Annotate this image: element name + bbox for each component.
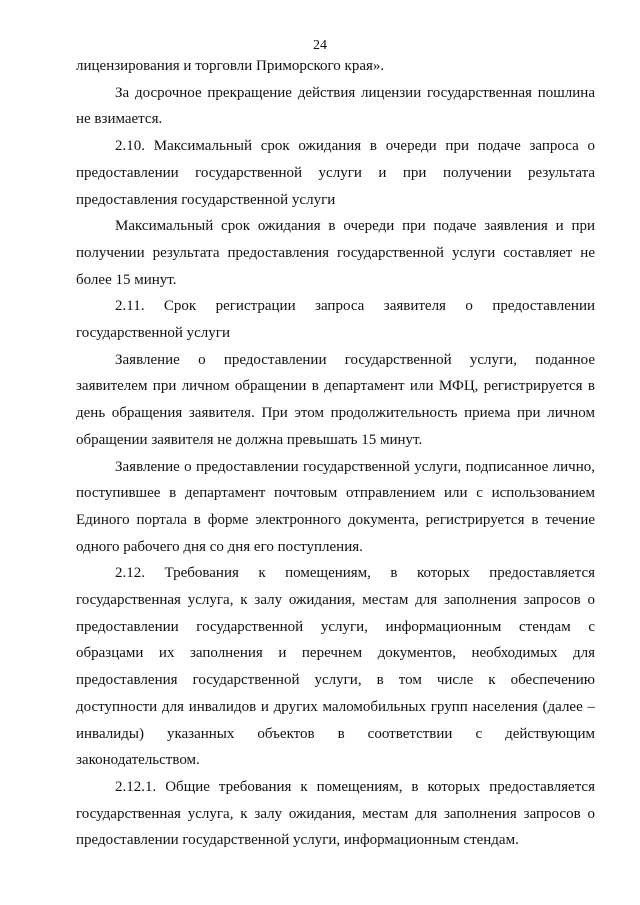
heading-2-12: 2.12. Требования к помещениям, в которых предоставляется государственная услуга, к залу ожидания, местам для заполнения запросов о предоставлении государственной услуги, информационным стендам с образцами их заполнения и перечнем документов, необходимых для предоставления государственной услуги, в том числе к обеспечению доступности для инвалидов и других маломобильных групп населения (далее – инвалиды) указанных объектов в соответствии с действующим законодательством. (76, 565, 595, 769)
paragraph-continuation: лицензирования и торговли Приморского края». (76, 58, 385, 74)
heading-2-11: 2.11. Срок регистрации запроса заявителя о предоставлении государственной услуги (76, 298, 595, 342)
document-body (76, 53, 595, 854)
paragraph-registration-personal: Заявление о предоставлении государственной услуги, поданное заявителем при личном обращении в департамент или МФЦ, регистрируется в день обращения заявителя. При этом продолжительность приема при личном обращении заявителя не должна превышать 15 минут. (76, 351, 595, 448)
page-number: 24 (313, 38, 327, 53)
heading-2-10: 2.10. Максимальный срок ожидания в очереди при подаче запроса о предоставлении государственной услуги и при получении результата предоставления государственной услуги (76, 138, 595, 208)
heading-2-12-1: 2.12.1. Общие требования к помещениям, в которых предоставляется государственная услуга, к залу ожидания, местам для заполнения запросов о предоставлении государственной услуги, информационным стендам. (76, 778, 595, 849)
paragraph-state-fee: За досрочное прекращение действия лицензии государственная пошлина не взимается. (76, 84, 595, 128)
paragraph-registration-mail: Заявление о предоставлении государственной услуги, подписанное лично, поступившее в департамент почтовым отправлением или с использованием Единого портала в форме электронного документа, регистрируется в течение одного рабочего дня со дня его поступления. (76, 458, 595, 555)
paragraph-max-wait-time: Максимальный срок ожидания в очереди при подаче заявления и при получении результата предоставления государственной услуги составляет не более 15 минут. (76, 218, 595, 288)
